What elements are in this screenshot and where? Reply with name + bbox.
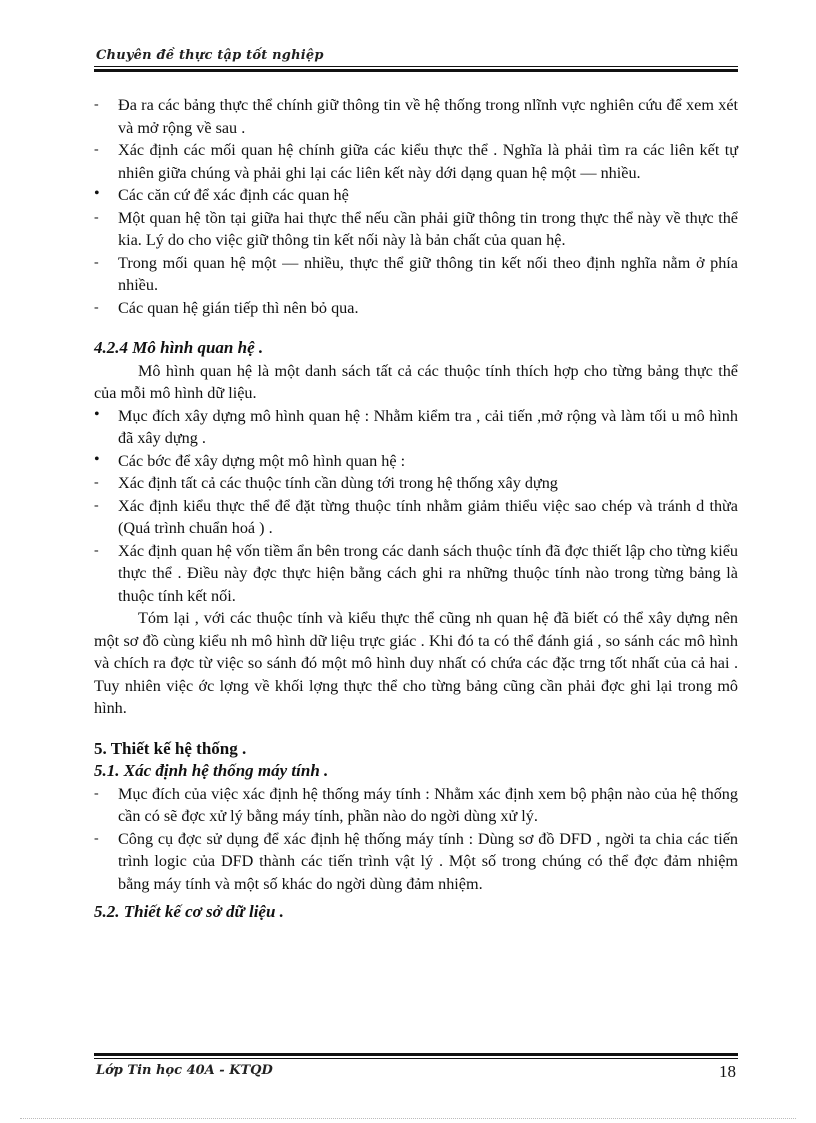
paragraph: Mô hình quan hệ là một danh sách tất cả các thuộc tính thích hợp cho từng bảng thực thể của mỗi mô hình dữ liệu. bbox=[94, 361, 738, 402]
header-title: Chuyên đề thực tập tốt nghiệp bbox=[96, 48, 324, 63]
list-item-text: Mục đích xây dựng mô hình quan hệ : Nhằm kiểm tra , cải tiến ,mở rộng và làm tối u mô hình đã xây dựng . bbox=[118, 406, 738, 447]
section-heading-5-1: 5.1. Xác định hệ thống máy tính . bbox=[94, 761, 329, 780]
section-heading-5: 5. Thiết kế hệ thống . bbox=[94, 738, 247, 758]
bullet-marker: • bbox=[94, 405, 100, 423]
bullet-marker: • bbox=[94, 185, 100, 202]
header-rule-thick bbox=[94, 69, 738, 72]
list-item-text: Xác định tất cả các thuộc tính cần dùng tới trong hệ thống xây dựng bbox=[118, 474, 558, 492]
dash-marker: - bbox=[94, 497, 99, 513]
list-item-text: Các căn cứ để xác định các quan hệ bbox=[118, 186, 349, 204]
list-item-text: Xác định kiểu thực thể để đặt từng thuộc tính nhằm giảm thiểu việc sao chép và tránh d thừa (Quá trình chuẩn hoá ) . bbox=[118, 496, 738, 537]
dash-marker: - bbox=[94, 475, 99, 490]
list-item-text: Các bớc để xây dựng một mô hình quan hệ : bbox=[118, 451, 406, 470]
list-item-text: Một quan hệ tồn tại giữa hai thực thể nếu cần phải giữ thông tin trong thực thể này về thực thể kia. Lý do cho việc giữ thông tin kết nối này là bản chất của quan hệ. bbox=[118, 208, 738, 249]
list-item-text: Xác định các mối quan hệ chính giữa các kiểu thực thể . Nghĩa là phải tìm ra các liên kết tự nhiên giữa chúng và phải ghi lại các liên kết này dới dạng quan hệ một — nhiều. bbox=[118, 141, 738, 182]
section-heading-4-2-4: 4.2.4 Mô hình quan hệ . bbox=[94, 338, 264, 357]
list-item bbox=[94, 450, 738, 473]
list-item bbox=[94, 495, 738, 540]
dash-marker: - bbox=[94, 542, 99, 558]
dash-marker: - bbox=[94, 785, 99, 801]
list-item bbox=[94, 207, 738, 252]
paragraph: Tóm lại , với các thuộc tính và kiểu thực thể cũng nh quan hệ đã biết có thể xây dựng nên một sơ đồ cùng kiểu nh mô hình dữ liệu trực giác . Khi đó ta có thể đánh giá , so sánh các mô hình và chích ra đợc từ việc so sánh đó một mô hình duy nhất có chứa các đặc trng tốt nhất của cả hai . Tuy nhiên việc ớc lợng về khối lợng thực thể cho từng bảng cũng cần phải đợc ghi lại trong mô hình. bbox=[94, 609, 738, 717]
header-rule-thin bbox=[94, 66, 738, 67]
dash-marker: - bbox=[94, 254, 99, 270]
dash-marker: - bbox=[94, 299, 99, 315]
list-item bbox=[94, 472, 738, 495]
list-item-text: Các quan hệ gián tiếp thì nên bỏ qua. bbox=[118, 298, 359, 317]
list-item bbox=[94, 828, 738, 896]
list-item bbox=[94, 540, 738, 608]
dash-marker: - bbox=[94, 830, 99, 846]
list-item bbox=[94, 783, 738, 828]
bullet-marker: • bbox=[94, 450, 100, 468]
list-item-text: Trong mối quan hệ một — nhiều, thực thể giữ thông tin kết nối theo định nghĩa nằm ở phía nhiều. bbox=[118, 253, 738, 294]
list-item bbox=[94, 139, 738, 184]
dash-marker: - bbox=[94, 142, 99, 157]
list-item bbox=[94, 94, 738, 139]
page-number: 18 bbox=[719, 1062, 736, 1081]
list-item-text: Đa ra các bảng thực thể chính giữ thông tin về hệ thống trong nlĩnh vực nghiên cứu để xem xét và mở rộng về sau . bbox=[118, 96, 738, 137]
document-body bbox=[94, 94, 738, 924]
footer-rule-thin bbox=[94, 1058, 738, 1059]
list-item-text: Công cụ đợc sử dụng để xác định hệ thống máy tính : Dùng sơ đồ DFD , ngời ta chia các tiến trình logic của DFD thành các tiến trình vật lý . Một số trong chúng có thể đợc đảm nhiệm bằng máy tính và một số khác do ngời dùng đảm nhiệm. bbox=[118, 829, 738, 893]
page-edge-divider bbox=[20, 1118, 796, 1119]
list-item-text: Xác định quan hệ vốn tiềm ẩn bên trong các danh sách thuộc tính đã đợc thiết lập cho từng kiểu thực thể . Điều này đợc thực hiện bằng cách ghi ra những thuộc tính nào trong từng bảng là thuộc tính kết nối. bbox=[118, 541, 738, 605]
list-item bbox=[94, 184, 738, 207]
footer-rule-thick bbox=[94, 1053, 738, 1056]
footer-class-label: Lớp Tin học 40A - KTQD bbox=[96, 1063, 273, 1078]
list-item bbox=[94, 252, 738, 297]
section-heading-5-2: 5.2. Thiết kế cơ sở dữ liệu . bbox=[94, 902, 284, 921]
list-item bbox=[94, 297, 738, 320]
list-item bbox=[94, 405, 738, 450]
dash-marker: - bbox=[94, 209, 99, 225]
list-item-text: Mục đích của việc xác định hệ thống máy tính : Nhằm xác định xem bộ phận nào của hệ thống cần có sẽ đợc xử lý bằng máy tính, phần nào do ngời dùng xử lý. bbox=[118, 784, 738, 825]
dash-marker: - bbox=[94, 97, 99, 112]
